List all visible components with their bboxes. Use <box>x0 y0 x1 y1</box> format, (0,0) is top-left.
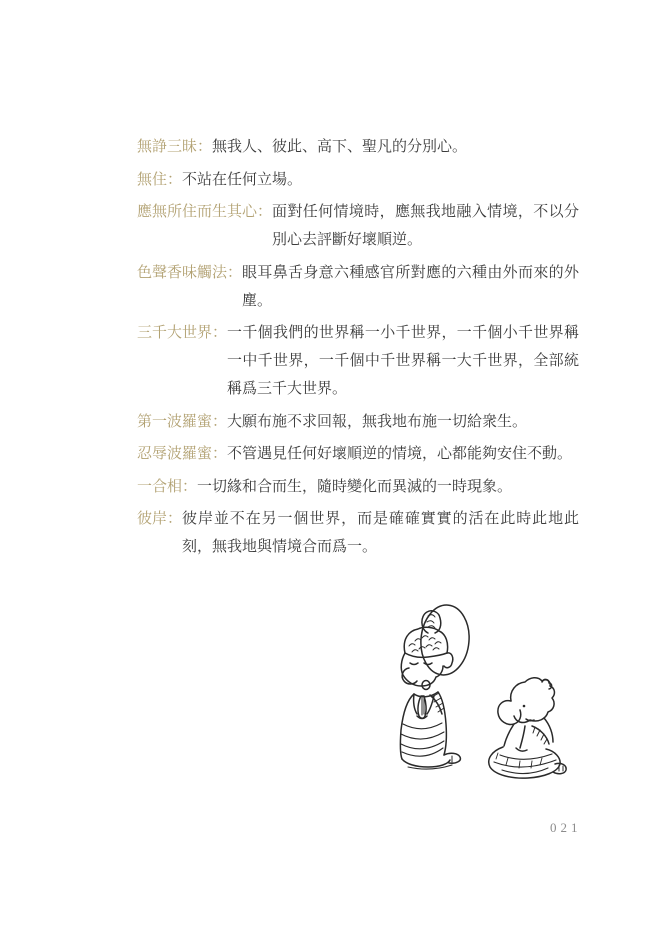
glossary-term <box>137 505 182 533</box>
term-text: 無住 <box>137 171 168 188</box>
buddha-and-disciple-illustration <box>372 598 592 808</box>
glossary-definition: 無我人、彼此、高下、聖凡的分別心。 <box>212 139 468 155</box>
term-colon: ： <box>227 264 243 281</box>
glossary-definition: 彼岸並不在另一個世界，而是確確實實的活在此時此地此刻，無我地與情境合而爲一。 <box>182 511 579 555</box>
glossary-list <box>137 133 579 566</box>
glossary-entry <box>137 319 579 403</box>
term-text: 無諍三昧 <box>137 139 198 155</box>
glossary-definition: 不站在任何立場。 <box>182 171 303 188</box>
glossary-term <box>137 166 182 194</box>
glossary-term <box>137 319 227 347</box>
glossary-entry <box>137 473 579 501</box>
term-text: 忍辱波羅蜜 <box>137 446 213 462</box>
glossary-definition: 不管遇見任何好壞順逆的情境，心都能夠安住不動。 <box>227 446 573 462</box>
glossary-term <box>137 198 272 226</box>
glossary-definition: 一切緣和合而生，隨時變化而異滅的一時現象。 <box>197 478 513 495</box>
glossary-definition: 面對任何情境時，應無我地融入情境，不以分別心去評斷好壞順逆。 <box>272 204 579 248</box>
halo <box>418 603 472 677</box>
illustration-container <box>372 598 592 808</box>
glossary-entry <box>137 505 579 561</box>
term-colon: ： <box>167 171 183 188</box>
glossary-term <box>137 473 197 501</box>
term-text: 一合相 <box>137 478 183 495</box>
term-text: 彼岸 <box>137 511 168 527</box>
term-text: 第一波羅蜜 <box>137 413 213 430</box>
buddha-eyes <box>410 663 432 665</box>
glossary-definition: 大願布施不求回報，無我地布施一切給衆生。 <box>227 413 528 430</box>
term-text: 三千大世界 <box>137 325 213 341</box>
term-colon: ： <box>212 446 228 462</box>
glossary-entry <box>137 198 579 254</box>
disciple-eye <box>523 705 526 708</box>
glossary-term <box>137 440 227 468</box>
term-colon: ： <box>197 139 213 155</box>
glossary-definition: 眼耳鼻舌身意六種感官所對應的六種由外而來的外塵。 <box>242 264 579 309</box>
term-colon: ： <box>182 478 198 495</box>
glossary-entry <box>137 408 579 436</box>
term-text: 應無所住而生其心 <box>137 204 258 220</box>
term-text: 色聲香味觸法 <box>137 264 228 281</box>
glossary-term <box>137 133 212 161</box>
term-colon: ： <box>167 511 183 527</box>
glossary-term <box>137 408 227 436</box>
glossary-entry <box>137 440 579 468</box>
glossary-entry <box>137 166 579 194</box>
term-colon: ： <box>257 204 273 220</box>
glossary-definition: 一千個我們的世界稱一小千世界，一千個小千世界稱一中千世界，一千個中千世界稱一大千世界，全部統稱爲三千大世界。 <box>227 325 579 397</box>
glossary-entry <box>137 133 579 161</box>
page-number: 021 <box>550 820 582 835</box>
glossary-term <box>137 259 242 287</box>
buddha-ear <box>444 653 453 668</box>
glossary-entry <box>137 259 579 315</box>
term-colon: ： <box>212 413 228 430</box>
term-colon: ： <box>212 325 228 341</box>
